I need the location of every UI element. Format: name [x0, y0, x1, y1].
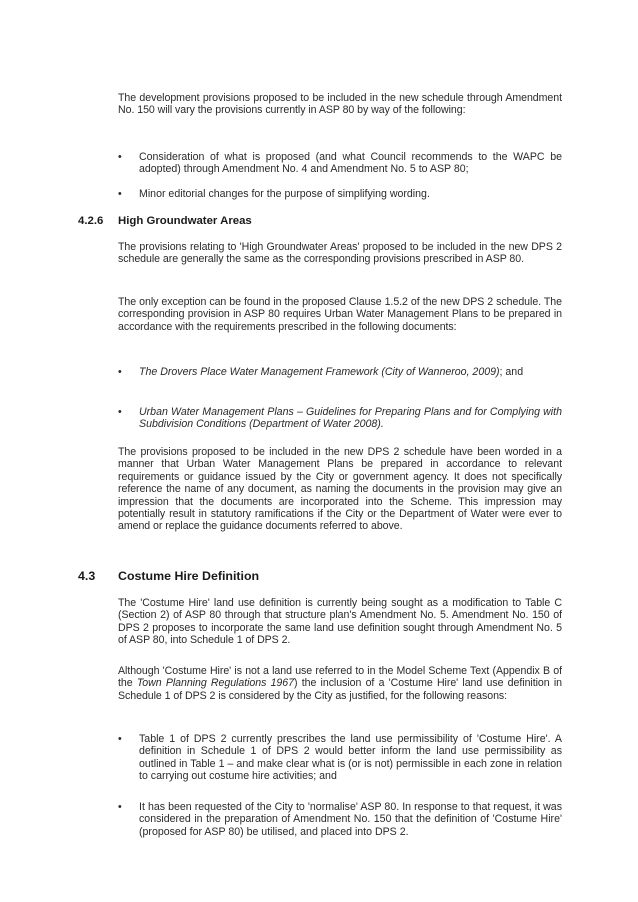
paragraph: The provisions relating to 'High Groundwater Areas' proposed to be included in the new DPS 2 schedule are generally the same as the corresponding provisions prescribed in ASP 80. [118, 241, 562, 266]
list-item-text: Table 1 of DPS 2 currently prescribes the land use permissibility of 'Costume Hire'. A definition in Schedule 1 of DPS 2 would better inform the land use permissibility as outlined in Table 1 – and make clear what is (or is not) permissible in each zone in relation to carrying out costume hire activities; and [139, 733, 562, 783]
list-item-text: Consideration of what is proposed (and what Council recommends to the WAPC be adopted) through Amendment No. 4 and Amendment No. 5 to ASP 80; [139, 151, 562, 176]
paragraph [118, 665, 562, 702]
bullet-icon: • [118, 151, 122, 163]
section-number: 4.2.6 [78, 215, 104, 227]
paragraph-text: Although 'Costume Hire' is not a land use referred to in the Model Scheme Text (Appendix B of the [118, 665, 562, 690]
section-title: Costume Hire Definition [118, 569, 260, 583]
paragraph: The only exception can be found in the proposed Clause 1.5.2 of the new DPS 2 schedule. The corresponding provision in ASP 80 requires Urban Water Management Plans to be prepared in accordance with the requirements prescribed in the following documents: [118, 296, 562, 333]
paragraph: The provisions proposed to be included in the new DPS 2 schedule have been worded in a manner that Urban Water Management Plans be prepared in accordance to relevant requirements or guidance issued by the City or government agency. It does not specifically reference the name of any document, as naming the documents in the provision may give an impression that the documents are incorporated into the Scheme. This impression may potentially result in statutory ramifications if the City or the Department of Water were ever to amend or replace the guidance documents referred to above. [118, 446, 562, 533]
list-item-text: Minor editorial changes for the purpose of simplifying wording. [139, 188, 430, 200]
list-item-text: It has been requested of the City to 'normalise' ASP 80. In response to that request, it was considered in the preparation of Amendment No. 150 that the definition of 'Costume Hire' (proposed for ASP 80) be utilised, and placed into DPS 2. [139, 801, 562, 838]
bullet-icon: • [118, 188, 122, 200]
document-title: Urban Water Management Plans – Guidelines for Preparing Plans and for Complying with Subdivision Conditions (Department of Water 2008). [139, 406, 562, 431]
bullet-icon: • [118, 406, 122, 418]
paragraph-text: ) the inclusion of a 'Costume Hire' land use definition in Schedule 1 of DPS 2 is considered by the City as justified, for the following reasons: [118, 677, 562, 702]
bullet-icon: • [118, 733, 122, 745]
list-item-suffix: ; and [499, 366, 524, 378]
list-item-text [139, 366, 562, 378]
section-number: 4.3 [78, 569, 96, 583]
section-title: High Groundwater Areas [118, 215, 252, 227]
bullet-icon: • [118, 366, 122, 378]
document-title: The Drovers Place Water Management Framework (City of Wanneroo, 2009) [139, 366, 500, 378]
regulation-title: Town Planning Regulations 1967 [136, 677, 294, 690]
bullet-icon: • [118, 801, 122, 813]
paragraph: The 'Costume Hire' land use definition is currently being sought as a modification to Table C (Section 2) of ASP 80 through that structure plan's Amendment No. 5. Amendment No. 150 of DPS 2 proposes to incorporate the same land use definition sought through Amendment No. 5 of ASP 80, into Schedule 1 of DPS 2. [118, 597, 562, 647]
intro-paragraph: The development provisions proposed to be included in the new schedule through Amendment No. 150 will vary the provisions currently in ASP 80 by way of the following: [118, 92, 562, 117]
